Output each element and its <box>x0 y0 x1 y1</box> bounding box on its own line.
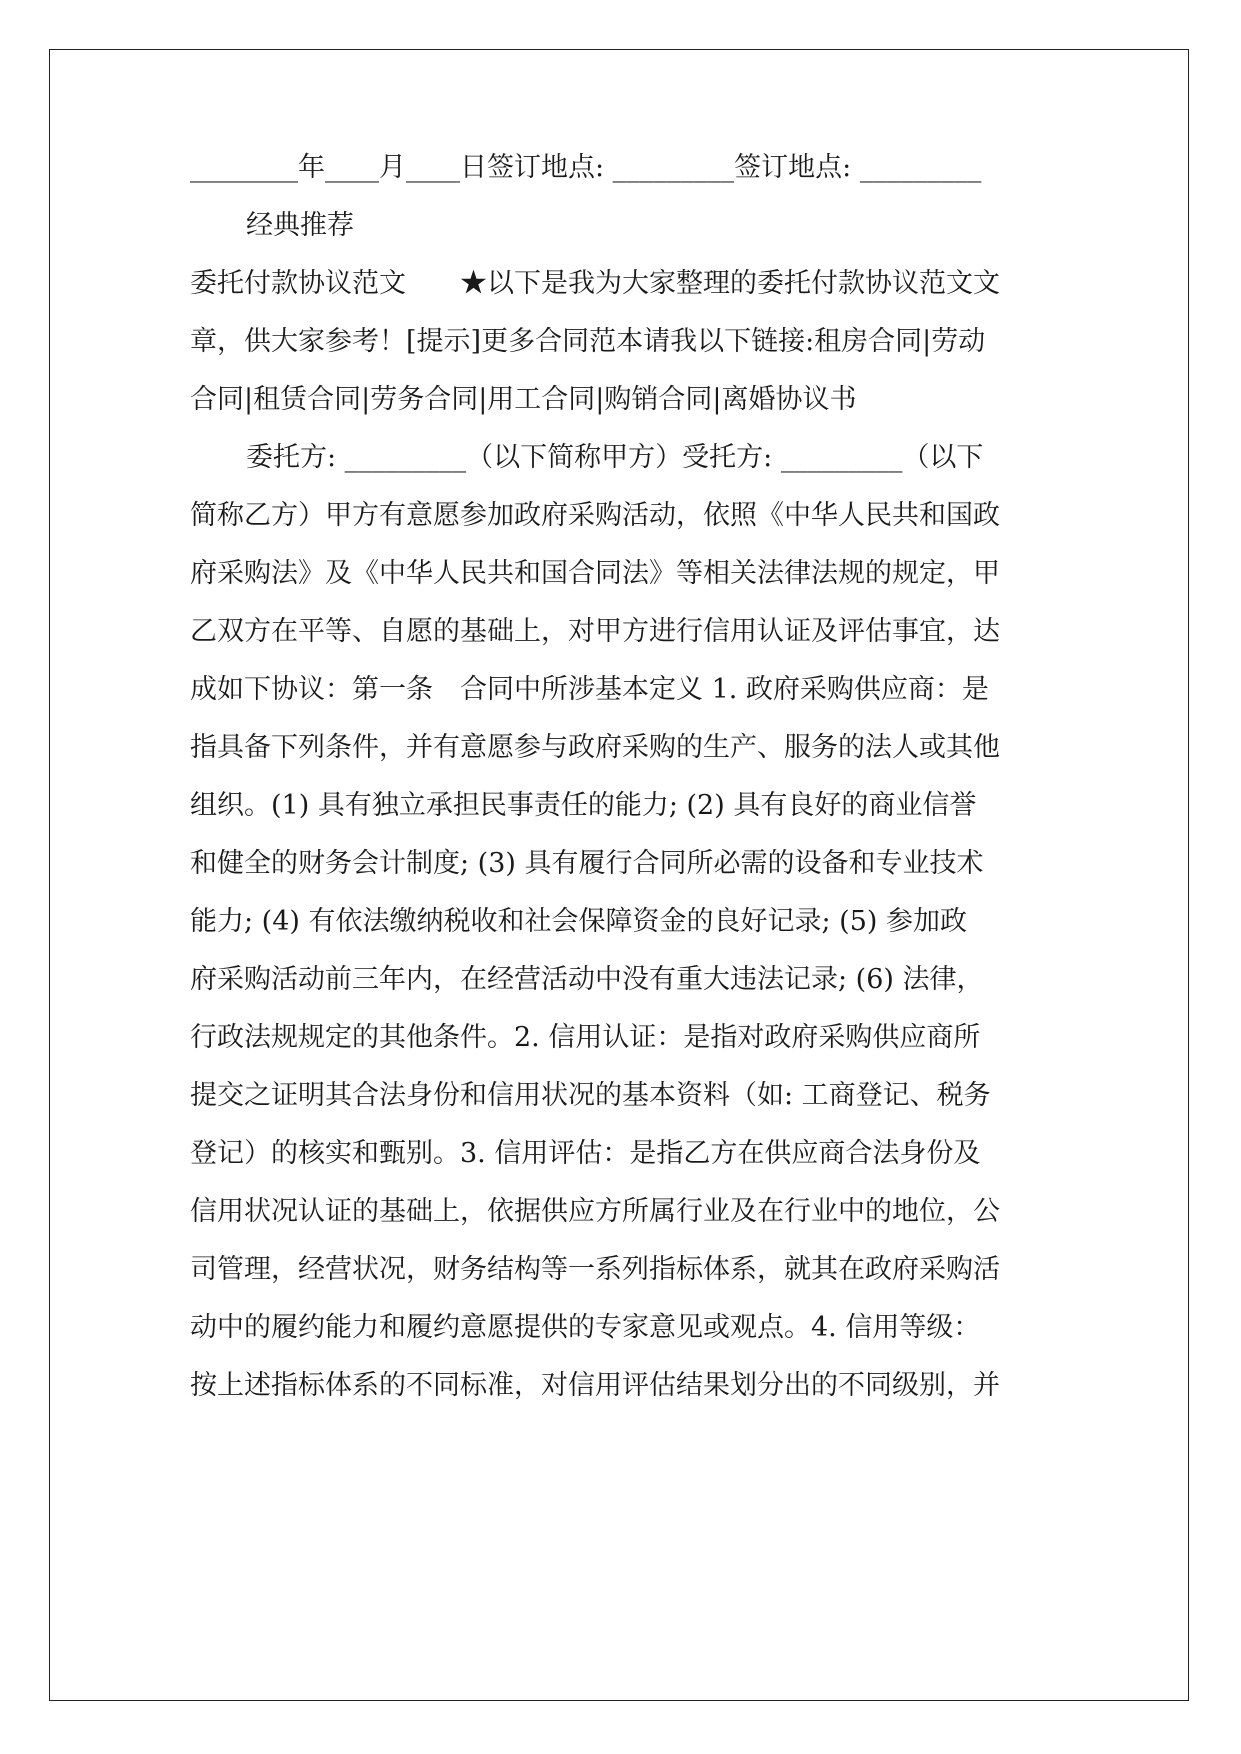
text-line: 登记）的核实和甄别。3. 信用评估：是指乙方在供应商合法身份及 <box>190 1138 981 1169</box>
text-line: 合同|租赁合同|劳务合同|用工合同|购销合同|离婚协议书 <box>190 384 857 415</box>
text-line: 组织。(1) 具有独立承担民事责任的能力; (2) 具有良好的商业信誉 <box>190 790 977 821</box>
text-line: 简称乙方）甲方有意愿参加政府采购活动，依照《中华人民共和国政 <box>190 500 1000 531</box>
text-line: 章，供大家参考！[提示]更多合同范本请我以下链接:租房合同|劳动 <box>190 326 986 357</box>
text-line: 行政法规规定的其他条件。2. 信用认证：是指对政府采购供应商所 <box>190 1022 981 1053</box>
text-line: 信用状况认证的基础上，依据供应方所属行业及在行业中的地位，公 <box>190 1196 1000 1227</box>
text-line: 司管理，经营状况，财务结构等一系列指标体系，就其在政府采购活 <box>190 1254 1000 1285</box>
text-line: 委托方: _________（以下简称甲方）受托方: _________（以下 <box>246 442 984 473</box>
text-line: 府采购法》及《中华人民共和国合同法》等相关法律法规的规定，甲 <box>190 558 1000 589</box>
text-line: 指具备下列条件，并有意愿参与政府采购的生产、服务的法人或其他 <box>190 732 1000 763</box>
text-line: 成如下协议：第一条 合同中所涉基本定义 1. 政府采购供应商：是 <box>190 674 989 705</box>
text-line: 委托付款协议范文 ★以下是我为大家整理的委托付款协议范文文 <box>190 268 1000 299</box>
text-line: 按上述指标体系的不同标准，对信用评估结果划分出的不同级别，并 <box>190 1370 1000 1401</box>
text-line: 和健全的财务会计制度; (3) 具有履行合同所必需的设备和专业技术 <box>190 848 984 879</box>
text-line: 动中的履约能力和履约意愿提供的专家意见或观点。4. 信用等级： <box>190 1312 981 1343</box>
text-line: 提交之证明其合法身份和信用状况的基本资料（如: 工商登记、税务 <box>190 1080 991 1111</box>
text-line: 府采购活动前三年内，在经营活动中没有重大违法记录; (6) 法律， <box>190 964 984 995</box>
signing-date-location-line: ________年____月____日签订地点: _________签订地点: _________ <box>190 152 982 183</box>
section-heading: 经典推荐 <box>246 210 354 241</box>
text-line: 乙双方在平等、自愿的基础上，对甲方进行信用认证及评估事宜，达 <box>190 616 1000 647</box>
text-line: 能力; (4) 有依法缴纳税收和社会保障资金的良好记录; (5) 参加政 <box>190 906 968 937</box>
